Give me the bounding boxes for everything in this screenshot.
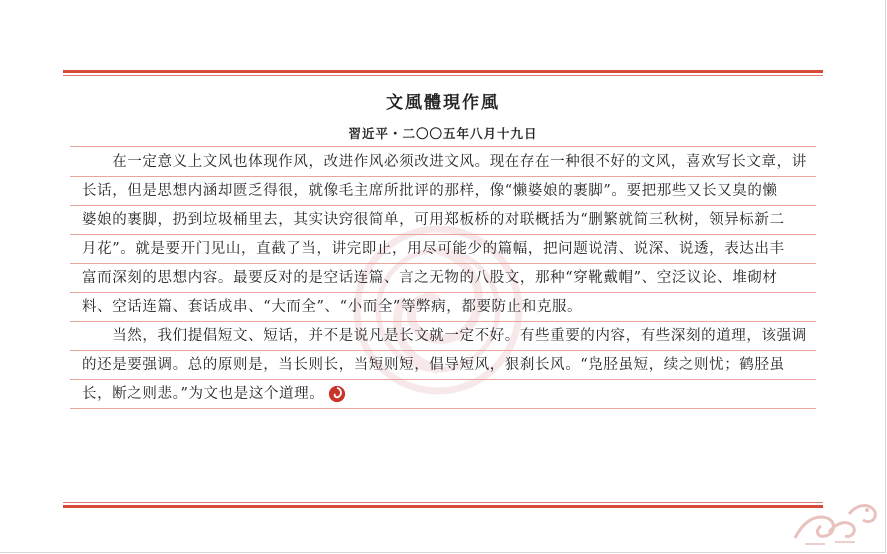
text-line [82,351,785,380]
text-line-content: 料、空话连篇、套话成串、“大而全”、“小而全”等弊病，都要防止和克服。 [82,299,583,315]
text-line-content: 富而深刻的思想内容。最要反对的是空话连篇、言之无物的八股文，那种“穿靴戴帽”、空泛议论、堆砌材 [82,270,778,286]
top-border [63,70,823,76]
text-line-content: 长，断之则悲。”为文也是这个道理。 [82,386,325,402]
ruled-line [70,408,816,409]
dragon-logo-icon [785,492,881,550]
text-line [82,177,778,206]
text-line [82,293,582,322]
article-byline: 習近平・二〇〇五年八月十九日 [348,126,538,141]
text-line-content: 月花”。就是要开门见山，直截了当，讲完即止，用尽可能少的篇幅，把问题说清、说深、说透，表达出丰 [82,241,785,257]
text-line-content: 长话，但是思想内涵却匮乏得很，就像毛主席所批评的那样，像“懒婆娘的裹脚”。要把那些又长又臭的懒 [82,183,778,199]
text-line-content: 在一定意义上文风也体现作风，改进作风必须改进文风。现在存在一种很不好的文风，喜欢写长文章，讲 [82,154,807,170]
end-mark-icon [328,385,346,403]
text-line [82,380,346,409]
text-line [82,264,778,293]
text-line [82,206,785,235]
text-line-content: 当然，我们提倡短文、短话，并不是说凡是长文就一定不好。有些重要的内容，有些深刻的道理，该强调 [82,328,807,344]
text-line [82,322,807,351]
text-line-content: 的还是要强调。总的原则是，当长则长，当短则短，倡导短风，狠刹长风。“凫胫虽短，续之则忧；鹤胫虽 [82,357,785,373]
text-line [82,235,785,264]
ruled-line [70,146,816,147]
text-line-content: 婆娘的裹脚，扔到垃圾桶里去，其实诀窍很简单，可用郑板桥的对联概括为“删繁就简三秋树，领异标新二 [82,212,785,228]
text-line [82,148,807,177]
article-title: 文風體現作風 [386,93,500,113]
bottom-border [63,502,823,508]
